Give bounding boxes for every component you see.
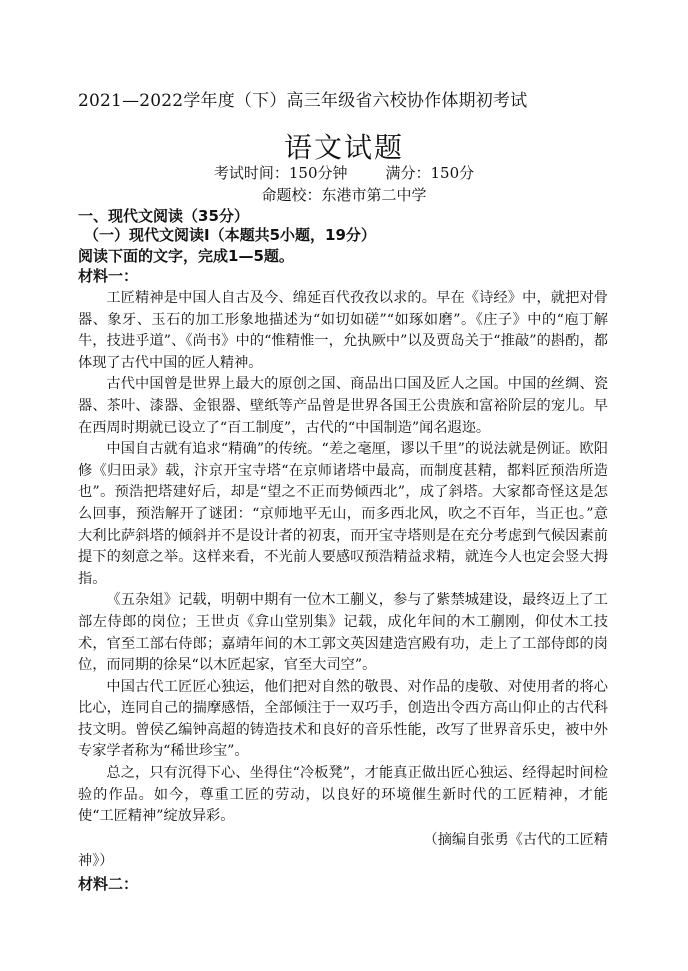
paragraph: 中国自古就有追求“精确”的传统。“差之毫厘，谬以千里”的说法就是例证。欧阳修《归田录》载，汴京开宝寺塔“在京师诸塔中最高，而制度甚精，都料匠预浩所造也”。预浩把塔建好后，却是“望之不正而势倾西北”，成了斜塔。大家都奇怪这是怎么回事，预浩解开了谜团：“京师地平无山，而多西北风，吹之不百年，当正也。”意大利比萨斜塔的倾斜并不是设计者的初衷，而开宝寺塔则是在充分考虑到气候因素前提下的刻意之举。这样来看，不光前人要感叹预浩精益求精，就连今人也定会竖大拇指。 [78,441,608,587]
material1-label: 材料一： [78,267,139,285]
page-title: 语文试题 [283,131,404,164]
exam-score: 满分：150分 [385,164,475,182]
paragraph: 工匠精神是中国人自古及今、绵延百代孜孜以求的。早在《诗经》中，就把对骨器、象牙、玉石的加工形象地描述为“如切如磋”“如琢如磨”。《庄子》中的“庖丁解牛，技进乎道”、《尚书》中的“惟精惟一，允执厥中”以及贾岛关于“推敲”的斟酌，都体现了古代中国的匠人精神。 [78,290,608,371]
section-heading-part1: 一、现代文阅读（35分） [78,207,249,225]
reading-instruction: 阅读下面的文字，完成1—5题。 [78,247,294,265]
exam-header: 2021—2022学年度（下）高三年级省六校协作体期初考试 [78,91,528,111]
source-citation-line1: （摘编自张勇《古代的工匠精 [423,832,608,848]
source-citation-line2: 神》） [78,853,114,869]
paragraph: 《五杂俎》记载，明朝中期有一位木工蒯义，参与了紫禁城建设，最终迈上了工部左侍郎的岗位；王世贞《弇山堂别集》记载，成化年间的木工蒯刚，仰仗木工技术，官至工部右侍郎；嘉靖年间的木工郭文英因建造宫殿有功，走上了工部侍郎的岗位，而同期的徐杲“以木匠起家，官至大司空”。 [78,592,608,674]
paragraph: 总之，只有沉得下心、坐得住“冷板凳”，才能真正做出匠心独运、经得起时间检验的作品。如今，尊重工匠的劳动，以良好的环境催生新时代的工匠精神，才能使“工匠精神”绽放异彩。 [78,765,608,825]
exam-school: 命题校：东港市第二中学 [261,186,427,204]
paragraph: 中国古代工匠匠心独运，他们把对自然的敬畏、对作品的虔敬、对使用者的将心比心，连同自己的揣摩感悟，全部倾注于一双巧手，创造出令西方高山仰止的古代科技文明。曾侯乙编钟高超的铸造技术和良好的音乐性能，改写了世界音乐史，被中外专家学者称为“稀世珍宝”。 [78,678,608,760]
material2-label: 材料二： [78,875,139,893]
exam-time: 考试时间：150分钟 [213,164,348,182]
exam-info-line [0,162,688,183]
paragraph: 古代中国曾是世界上最大的原创之国、商品出口国及匠人之国。中国的丝绸、瓷器、茶叶、漆器、金银器、壁纸等产品曾是世界各国王公贵族和富裕阶层的宠儿。早在西周时期就已设立了“百工制度”，古代的“中国制造”闻名遐迩。 [78,376,608,436]
section-heading-reading1: （一）现代文阅读Ⅰ（本题共5小题，19分） [84,226,376,244]
material1-body [78,288,608,828]
